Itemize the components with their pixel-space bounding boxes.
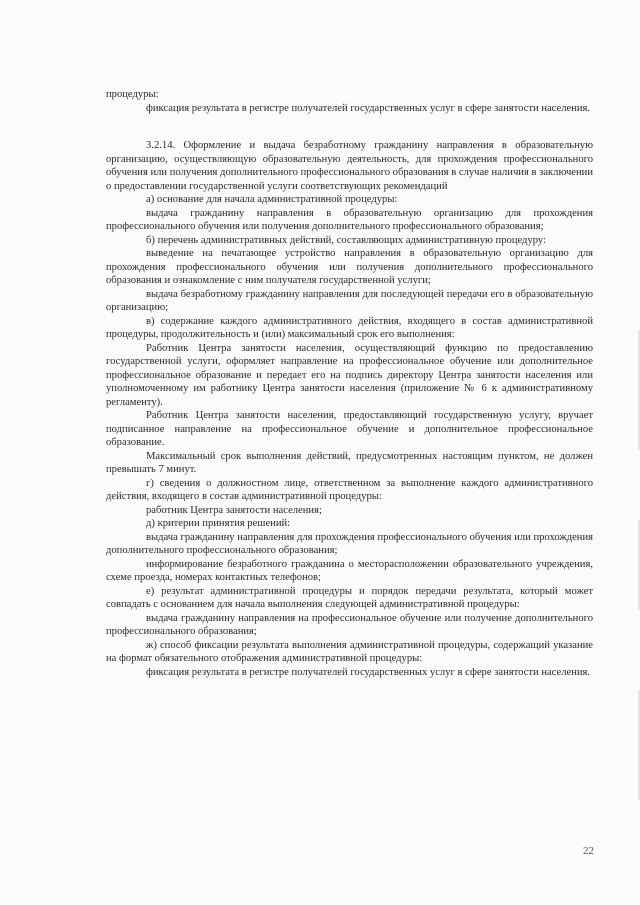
paragraph: Работник Центра занятости населения, предоставляющий государственную услугу, вручает подписанное направление на профессиональное обучение и дополнительное профессиональное образование. bbox=[106, 410, 593, 448]
paragraph: в) содержание каждого административного действия, входящего в состав административной процедуры, продолжительность и (или) максимальный срок его выполнения: bbox=[106, 315, 593, 340]
paragraph: Максимальный срок выполнения действий, предусмотренных настоящим пунктом, не должен превышать 7 минут. bbox=[106, 450, 593, 475]
paragraph: выдача гражданину направления в образовательную организацию для прохождения профессионального обучения или получения дополнительного профессионального образования; bbox=[106, 207, 593, 232]
paragraph: фиксация результата в регистре получателей государственных услуг в сфере занятости населения. bbox=[146, 666, 591, 678]
page-number: 22 bbox=[583, 845, 594, 857]
paragraph: е) результат административной процедуры и порядок передачи результата, который может совпадать с основанием для начала выполнения следующей административной процедуры: bbox=[106, 585, 593, 610]
paragraph: ж) способ фиксации результата выполнения административной процедуры, содержащий указание на формат обязательного отображения административной процедуры: bbox=[106, 639, 593, 664]
paragraph: а) основание для начала административной процедуры: bbox=[146, 194, 398, 205]
paragraph: выдача гражданину направления на профессиональное обучение или получение дополнительного профессионального образования; bbox=[106, 612, 593, 637]
paragraph: Работник Центра занятости населения, осуществляющий функцию по предоставлению государственной услуги, оформляет направление на профессиональное обучение или дополнительное профессиональное образование и передает его на подпись директору Центра занятости населения или уполномоченному им работнику Центра занятости населения (приложение № 6 к административному регламенту). bbox=[106, 342, 593, 408]
paragraph: б) перечень административных действий, составляющих административную процедуру: bbox=[146, 234, 546, 246]
paragraph: фиксация результата в регистре получателей государственных услуг в сфере занятости населения. bbox=[146, 102, 591, 114]
section-heading-paragraph: 3.2.14. Оформление и выдача безработному гражданину направления в образовательную организацию, осуществляющую образовательную деятельность, для прохождения профессионального обучения или получения дополнительного профессионального образования в случае наличия в заключении о предоставлении государственной услуги соответствующих рекомендаций bbox=[106, 140, 593, 192]
paragraph: информирование безработного гражданина о месторасположении образовательного учреждения, схеме проезда, номерах контактных телефонов; bbox=[106, 558, 593, 583]
paragraph: д) критерии принятия решений: bbox=[146, 518, 291, 529]
paragraph: выдача безработному гражданину направления для последующей передачи его в образовательную организацию; bbox=[106, 288, 593, 313]
paragraph: г) сведения о должностном лице, ответственном за выполнение каждого административного действия, входящего в состав административной процедуры: bbox=[106, 477, 593, 502]
paragraph: выведение на печатающее устройство направления в образовательную организацию для прохождения профессионального обучения или получения дополнительного профессионального образования и ознакомление с ним получателя государственной услуги; bbox=[106, 248, 593, 286]
top-block bbox=[106, 88, 593, 115]
paragraph: процедуры: bbox=[106, 89, 159, 100]
paragraph: выдача гражданину направления для прохождения профессионального обучения или прохождения дополнительного профессионального образования; bbox=[106, 531, 593, 556]
paragraph: работник Центра занятости населения; bbox=[146, 504, 322, 516]
section-3-2-14 bbox=[106, 139, 593, 679]
document-body bbox=[106, 88, 593, 679]
